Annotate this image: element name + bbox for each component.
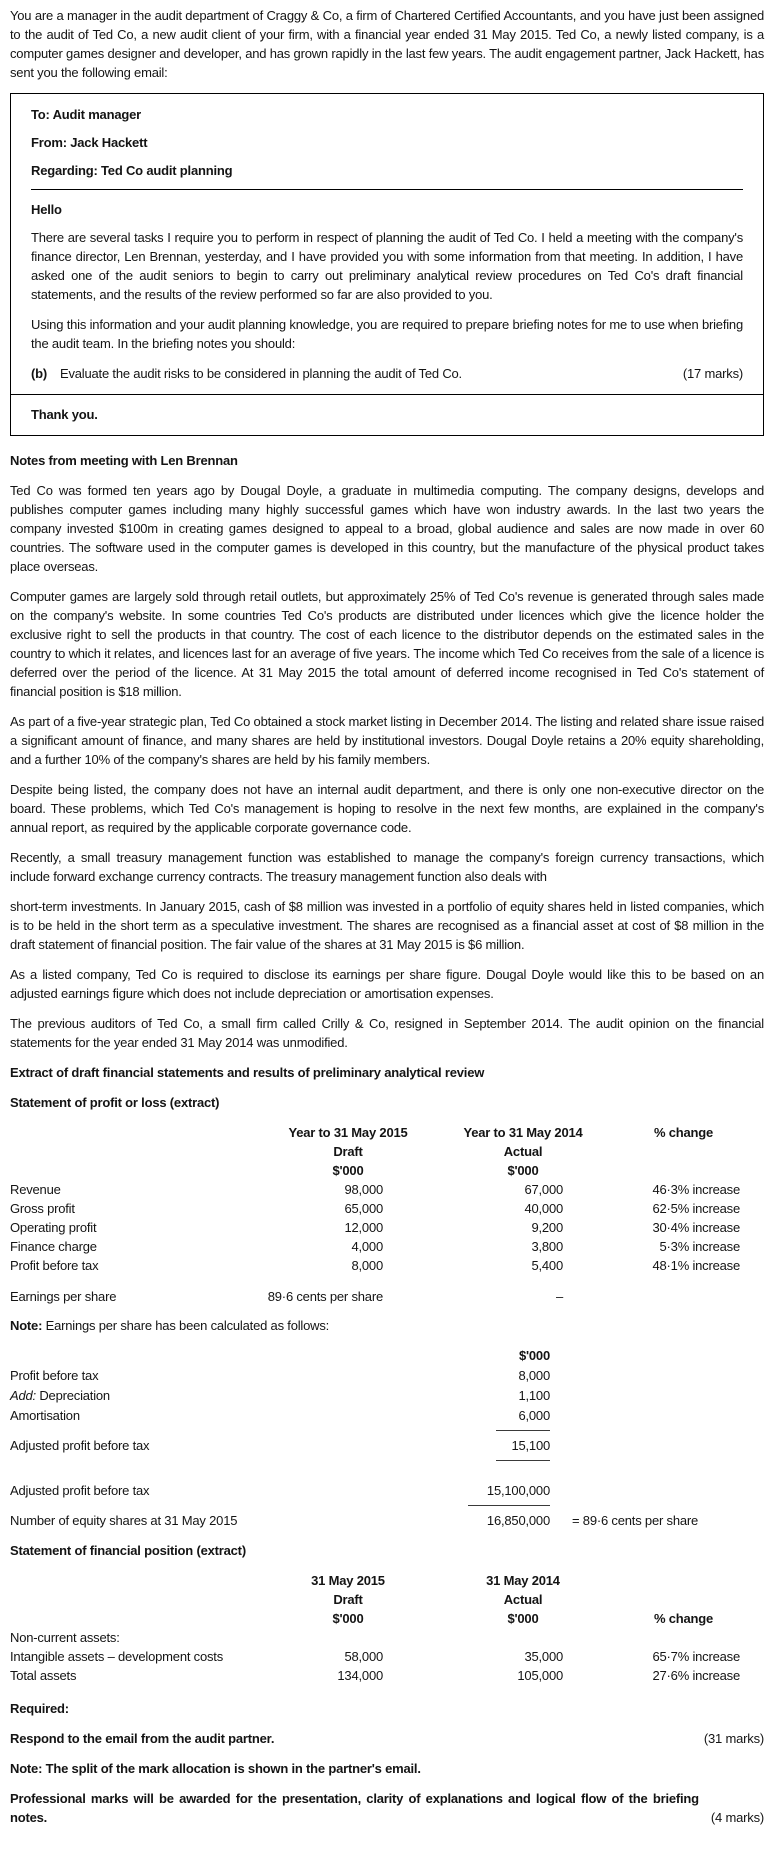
profit-loss-table <box>10 1123 764 1306</box>
pl-header-row-1 <box>10 1123 764 1142</box>
notes-heading: Notes from meeting with Len Brennan <box>10 453 238 468</box>
email-header-divider <box>31 189 743 190</box>
pl-header-row-2: Draft Actual <box>333 1144 543 1159</box>
eps-calc-row-depreciation: Add: Depreciation 1,100 <box>10 1388 550 1403</box>
required-heading: Required: <box>10 1701 69 1716</box>
eps-note-prefix: Note: <box>10 1318 43 1333</box>
eps-note-text: Earnings per share has been calculated as follows: <box>42 1318 330 1333</box>
financial-position-heading: Statement of financial position (extract) <box>10 1543 246 1558</box>
notes-paragraph-1: Ted Co was formed ten years ago by Dougal Doyle, a graduate in multimedia computing. The company designs, develops and publishes computer games including many highly successful games which have won industry awards. In the last two years the company invested $100m in creating games designed to appeal to a broad, global audience and sales are now made in over 60 countries. The software used in the computer games is developed in this country, but the manufacture of the physical product takes place overseas. <box>10 483 764 574</box>
add-prefix: Add: <box>10 1388 36 1403</box>
professional-marks-value: (4 marks) <box>710 1810 764 1825</box>
notes-paragraph-7: As a listed company, Ted Co is required to disclose its earnings per share figure. Dougal Doyle would like this to be based on an adjusted earnings figure which does not include depreciation or amortisation expenses. <box>10 967 764 1001</box>
eps-calc-row-adjusted-profit-full: Adjusted profit before tax 15,100,000 <box>10 1481 764 1506</box>
required-task-line <box>10 1729 764 1748</box>
pl-row-earnings-per-share: Earnings per share 89·6 cents per share – <box>10 1289 563 1304</box>
email-regarding-line: Regarding: Ted Co audit planning <box>31 163 233 178</box>
email-greeting: Hello <box>31 202 62 217</box>
pl-row-gross-profit: Gross profit 65,000 40,000 62·5% increase <box>10 1201 740 1216</box>
financial-position-table <box>10 1571 764 1685</box>
sofp-col-2014-header: 31 May 2014 <box>486 1573 560 1588</box>
eps-per-share-result: = 89·6 cents per share <box>572 1513 699 1528</box>
sofp-header-row-2: Draft Actual <box>333 1592 543 1607</box>
eps-calc-row-profit-before-tax: Profit before tax 8,000 <box>10 1368 550 1383</box>
pl-header-row-3: $'000 $'000 <box>332 1163 539 1178</box>
eps-calculation-table <box>10 1346 764 1531</box>
eps-calc-row-amortisation: Amortisation 6,000 <box>10 1406 764 1431</box>
email-to-line: To: Audit manager <box>31 107 141 122</box>
sofp-header-row-1 <box>10 1571 764 1590</box>
requirement-item-b <box>31 364 743 383</box>
email-closing: Thank you. <box>31 407 98 422</box>
notes-paragraph-5: Recently, a small treasury management function was established to manage the company's foreign currency transactions, which include forward exchange currency contracts. The treasury management function also deals with <box>10 850 764 884</box>
professional-marks-line <box>10 1789 764 1827</box>
requirement-b-text: Evaluate the audit risks to be considered in planning the audit of Ted Co. <box>60 366 462 381</box>
eps-note-line <box>10 1316 764 1335</box>
email-box <box>10 93 764 436</box>
intro-paragraph: You are a manager in the audit department of Craggy & Co, a firm of Chartered Certified Accountants, and you have just been assigned to the audit of Ted Co, a new audit client of your firm, with a financial year ended 31 May 2015. Ted Co, a newly listed company, is a computer games designer and developer, and has grown rapidly in the last few years. The audit engagement partner, Jack Hackett, has sent you the following email: <box>10 8 764 80</box>
sofp-section-non-current-assets: Non-current assets: <box>10 1630 120 1645</box>
sofp-header-row-3: $'000 $'000 % change <box>10 1609 764 1628</box>
sofp-row-total-assets: Total assets 134,000 105,000 27·6% increase <box>10 1668 740 1683</box>
email-footer-divider <box>11 394 763 395</box>
eps-calc-unit-header: $'000 <box>518 1348 550 1363</box>
pl-col-2015-header: Year to 31 May 2015 <box>288 1125 408 1140</box>
pl-row-profit-before-tax: Profit before tax 8,000 5,400 48·1% increase <box>10 1258 740 1273</box>
pl-col-2014-header: Year to 31 May 2014 <box>463 1125 583 1140</box>
required-task-text: Respond to the email from the audit partner. <box>10 1731 275 1746</box>
profit-loss-heading: Statement of profit or loss (extract) <box>10 1095 220 1110</box>
notes-paragraph-3: As part of a five-year strategic plan, Ted Co obtained a stock market listing in December 2014. The listing and related share issue raised a significant amount of finance, and many shares are held by institutional investors. Dougal Doyle retains a 20% equity shareholding, and a further 10% of the company's shares are held by his family members. <box>10 714 764 767</box>
eps-calc-unit-header-row <box>10 1346 764 1366</box>
email-from-line: From: Jack Hackett <box>31 135 148 150</box>
sofp-row-intangible-assets: Intangible assets – development costs 58,000 35,000 65·7% increase <box>10 1649 740 1664</box>
notes-paragraph-4: Despite being listed, the company does not have an internal audit department, and there is only one non-executive director on the board. These problems, which Ted Co's management is hoping to resolve in the next few months, are explained in the company's annual report, as required by the applicable corporate governance code. <box>10 782 764 835</box>
email-body-paragraph-1: There are several tasks I require you to perform in respect of planning the audit of Ted Co. I held a meeting with the company's finance director, Len Brennan, yesterday, and I have provided you with some information from that meeting. In addition, I have asked one of the audit seniors to begin to carry out preliminary analytical review procedures on Ted Co's draft financial statements, and the results of the review performed so far are also provided to you. <box>31 230 743 302</box>
email-body-paragraph-2: Using this information and your audit planning knowledge, you are required to prepare briefing notes for me to use when briefing the audit team. In the briefing notes you should: <box>31 317 743 351</box>
sofp-col-2015-header: 31 May 2015 <box>311 1573 385 1588</box>
pl-row-operating-profit: Operating profit 12,000 9,200 30·4% increase <box>10 1220 740 1235</box>
requirement-b-label: (b) <box>31 366 47 381</box>
eps-calc-row-share-count: Number of equity shares at 31 May 2015 16,850,000 = 89·6 cents per share <box>10 1511 764 1531</box>
requirement-b-marks: (17 marks) <box>682 366 743 381</box>
pl-row-revenue: Revenue 98,000 67,000 46·3% increase <box>10 1182 740 1197</box>
sofp-change-header: % change <box>653 1611 714 1626</box>
notes-paragraph-6: short-term investments. In January 2015, cash of $8 million was invested in a portfolio of equity shares held in listed companies, which is to be held in the short term as a speculative investment. The shares are recognised as a financial asset at cost of $8 million in the draft statement of financial position. The fair value of the shares at 31 May 2015 is $6 million. <box>10 899 764 952</box>
pl-row-finance-charge: Finance charge 4,000 3,800 5·3% increase <box>10 1239 740 1254</box>
pl-change-header: % change <box>653 1125 714 1140</box>
required-note-line: Note: The split of the mark allocation is shown in the partner's email. <box>10 1761 421 1776</box>
eps-calc-row-adjusted-profit: Adjusted profit before tax 15,100 <box>10 1436 764 1461</box>
extract-heading: Extract of draft financial statements and results of preliminary analytical review <box>10 1065 485 1080</box>
professional-marks-text: Professional marks will be awarded for the presentation, clarity of explanations and logical flow of the briefing notes. <box>10 1791 699 1825</box>
required-task-marks: (31 marks) <box>703 1731 764 1746</box>
notes-paragraph-2: Computer games are largely sold through retail outlets, but approximately 25% of Ted Co's revenue is generated through sales made on the company's website. In some countries Ted Co's products are distributed under licences which give the licence holder the exclusive right to sell the products in that country. The cost of each licence to the distributor depends on the estimated sales in the country to which it relates, and licences last for an average of five years. The income which Ted Co receives from the sale of a licence is deferred over the period of the licence. At 31 May 2015 the total amount of deferred income recognised in Ted Co's statement of financial position is $18 million. <box>10 589 764 699</box>
notes-paragraph-8: The previous auditors of Ted Co, a small firm called Crilly & Co, resigned in September 2014. The audit opinion on the financial statements for the year ended 31 May 2014 was unmodified. <box>10 1016 764 1050</box>
